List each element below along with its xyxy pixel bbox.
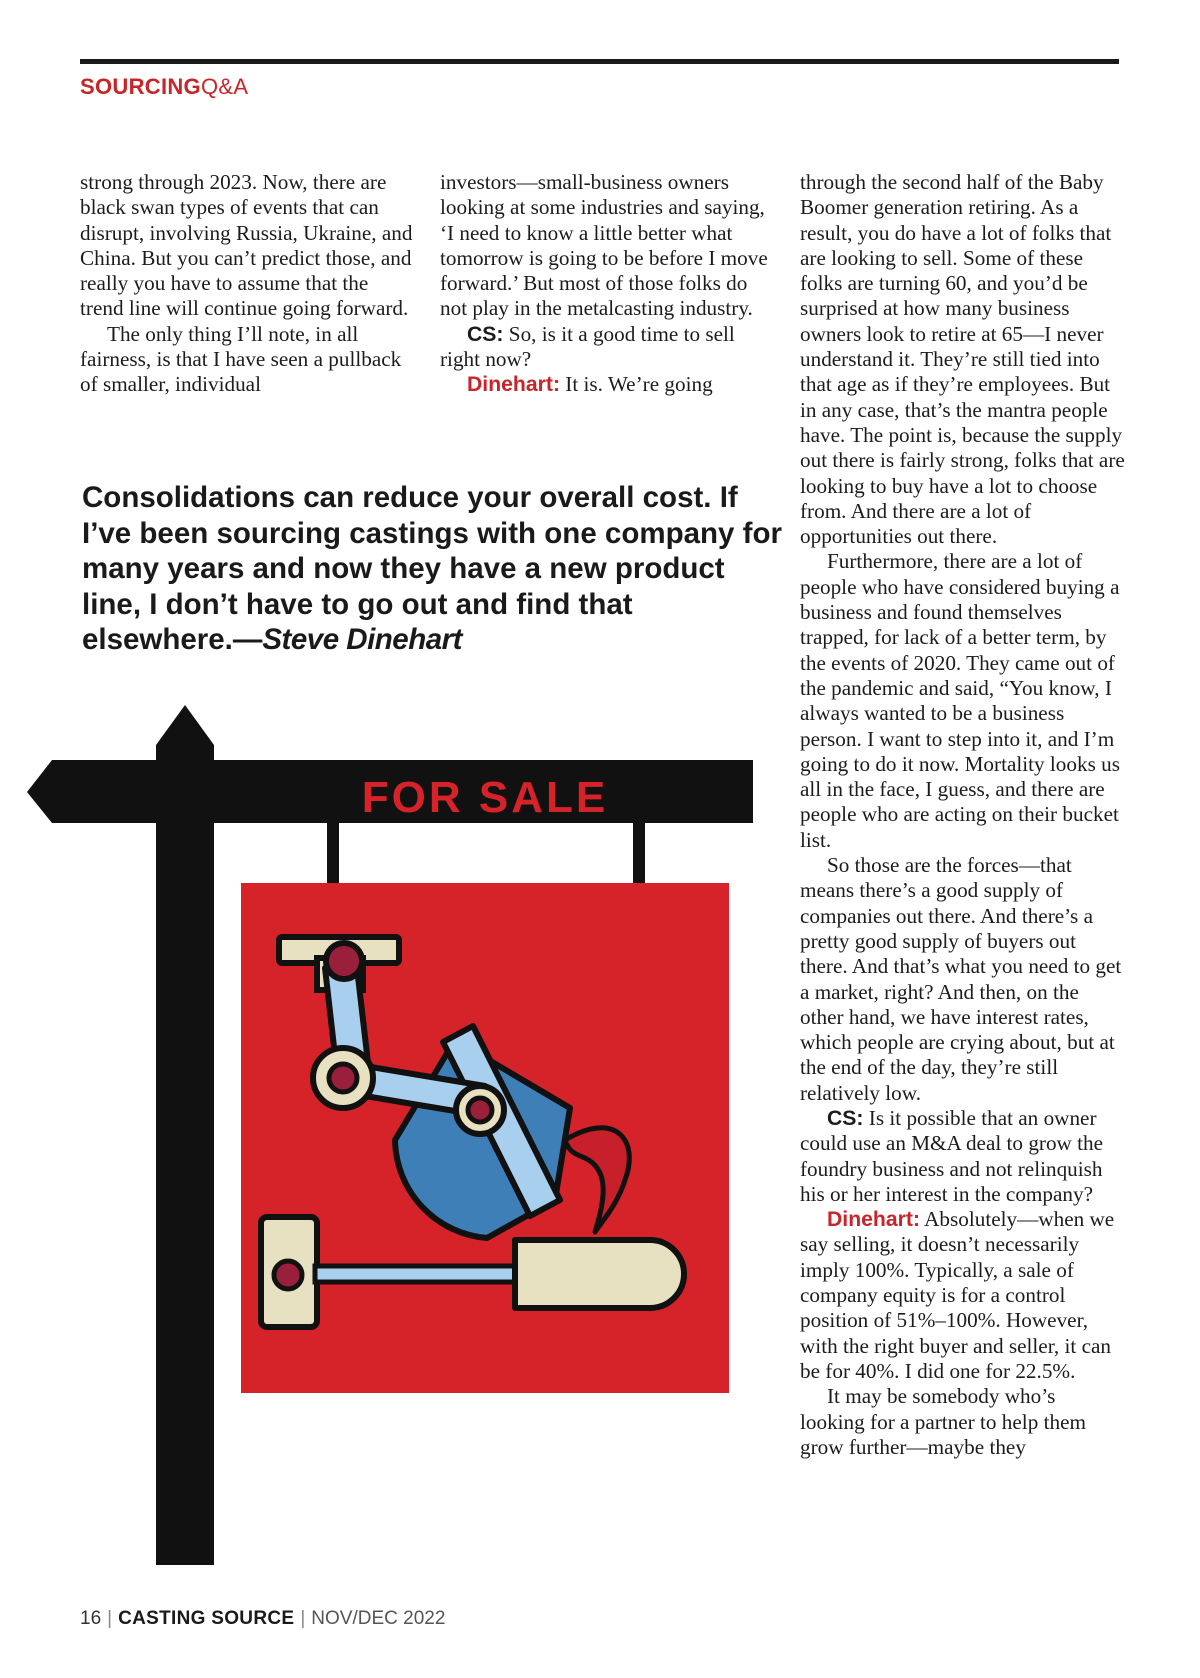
pull-quote-text: Consolidations can reduce your overall cost. If I’ve been sourcing castings with one company for many years and now they have a new product line, I don’t have to go out and find that elsewhere. xyxy=(82,481,782,656)
paragraph: Furthermore, there are a lot of people who have considered buying a business and found themselves trapped, for lack of a better term, by the events of 2020. They came out of the pandemic and said, “You know, I always wanted to be a business person. I want to step into it, and I’m going to do it now. Mortality looks us all in the face, I guess, and there are people who are acting on their bucket list. xyxy=(800,549,1120,852)
sign-post xyxy=(156,705,214,1565)
page-number: 16 xyxy=(80,1608,102,1629)
sign-hanger-left xyxy=(327,823,339,883)
question-text: Is it possible that an owner could use an M&A deal to grow the foundry business and not relinquish his or her interest in the company? xyxy=(800,1105,1104,1206)
section-label-bold: SOURCING xyxy=(80,74,201,99)
question-paragraph xyxy=(440,322,775,373)
page-footer xyxy=(80,1608,445,1630)
answer-text: Absolutely—when we say selling, it doesn’t necessarily imply 100%. Typically, a sale of company equity is for a control position of 51%–100%. However, with the right buyer and seller, it can be for 40%. I did one for 22.5%. xyxy=(800,1207,1115,1383)
robot-joint-ladle xyxy=(456,1086,504,1134)
sign-hanger-right xyxy=(633,823,645,883)
paragraph: So those are the forces—that means there’s a good supply of companies out there. And there’s a pretty good supply of buyers out there. And that’s what you need to get a market, right? And then, on the other hand, we have interest rates, which people are crying about, but at the end of the day, they’re still relatively low. xyxy=(800,853,1122,1105)
question-paragraph xyxy=(800,1106,1125,1207)
section-label xyxy=(80,74,248,100)
question-text: So, is it a good time to sell right now? xyxy=(440,321,735,372)
robot-joint-elbow xyxy=(313,1048,373,1108)
paragraph: The only thing I’ll note, in all fairness, is that I have seen a pullback of smaller, individual xyxy=(80,321,402,397)
pull-quote xyxy=(82,480,782,658)
answer-paragraph xyxy=(800,1207,1125,1384)
paragraph: strong through 2023. Now, there are black swan types of events that can disrupt, involving Russia, Ukraine, and China. But you can’t predict those, and really you have to assume that the trend line will continue going forward. xyxy=(80,170,413,321)
magazine-name: CASTING SOURCE xyxy=(118,1608,295,1629)
paragraph: investors—small-business owners looking at some industries and saying, ‘I need to know a little better what tomorrow is going to be before I move forward.’ But most of those folks do not play in the metalcasting industry. xyxy=(440,170,768,321)
paragraph: It may be somebody who’s looking for a partner to help them grow further—maybe they xyxy=(800,1384,1086,1459)
speaker-dinehart: Dinehart: xyxy=(827,1208,920,1232)
pull-quote-dash: — xyxy=(232,623,263,656)
speaker-cs: CS: xyxy=(827,1106,864,1130)
answer-paragraph xyxy=(440,372,775,397)
text-column-1 xyxy=(80,170,415,398)
footer-separator: | xyxy=(300,1608,306,1629)
paragraph: through the second half of the Baby Boomer generation retiring. As a result, you do have a lot of folks that are looking to sell. Some of these folks are turning 60, and you’d be surprised at how many business owners look to retire at 65—I never understand it. They’re still tied into that age as if they’re employees. But in any case, that’s the mantra people have. The point is, because the supply out there is fairly strong, folks that are looking to buy have a lot to choose from. And there are a lot of opportunities out there. xyxy=(800,170,1125,549)
for-sale-sign-illustration xyxy=(25,700,785,1570)
robot-joint-top xyxy=(326,943,362,979)
section-label-light: Q&A xyxy=(200,74,249,99)
text-column-2 xyxy=(440,170,775,398)
answer-text: It is. We’re going xyxy=(560,372,713,397)
text-column-3 xyxy=(800,170,1125,1460)
footer-separator: | xyxy=(107,1608,113,1629)
for-sale-text: FOR SALE xyxy=(361,773,609,822)
top-rule xyxy=(80,59,1119,64)
speaker-cs: CS: xyxy=(467,322,504,346)
pull-quote-attribution: Steve Dinehart xyxy=(262,623,462,656)
speaker-dinehart: Dinehart: xyxy=(467,373,560,397)
issue-date: NOV/DEC 2022 xyxy=(311,1608,446,1629)
